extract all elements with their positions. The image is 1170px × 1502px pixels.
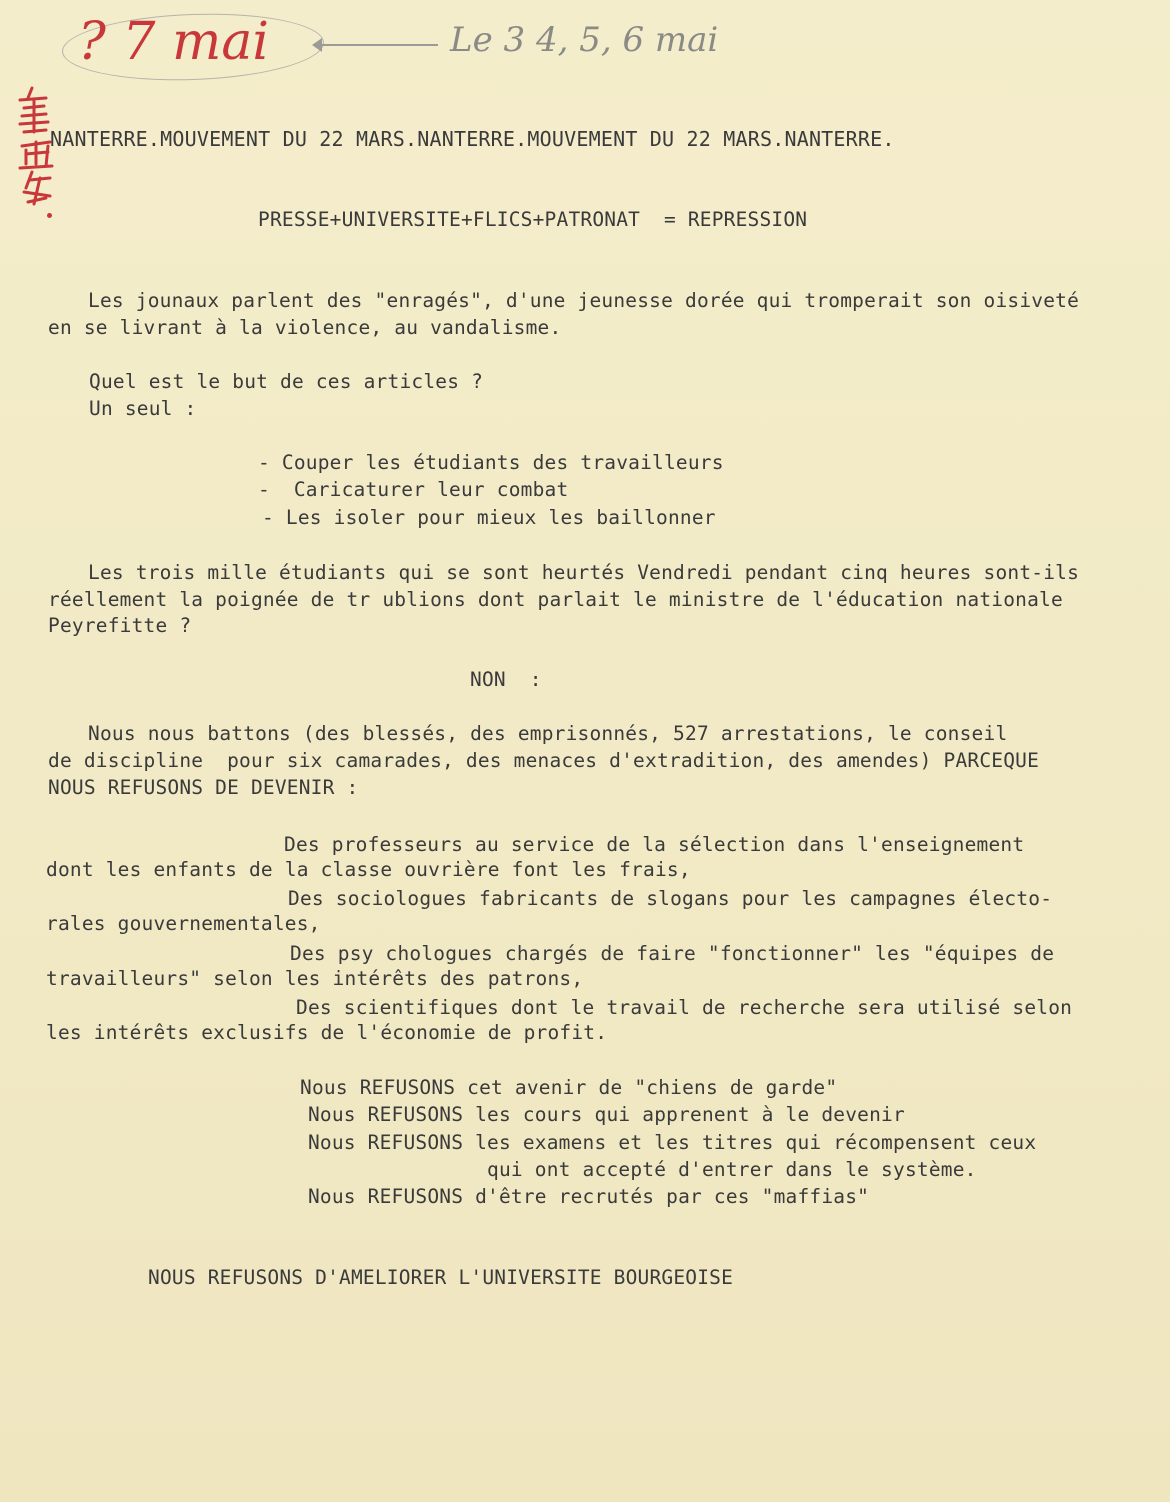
- question-line-2: Un seul :: [89, 397, 197, 420]
- list-item-continuation: rales gouvernementales,: [46, 912, 321, 935]
- aim-item: - Caricaturer leur combat: [258, 478, 569, 501]
- paragraph-3-line-2: de discipline pour six camarades, des menaces d'extradition, des amendes) PARCEQUE: [48, 749, 1040, 772]
- list-item-continuation: les intérêts exclusifs de l'économie de profit.: [46, 1021, 608, 1044]
- red-date-annotation: ? 7 mai: [78, 12, 269, 72]
- list-item-continuation: dont les enfants de la classe ouvrière font les frais,: [46, 858, 691, 881]
- paragraph-2-line-2: réellement la poignée de tr ublions dont parlait le ministre de l'éducation nationale: [48, 588, 1063, 611]
- refusal-line: Nous REFUSONS d'être recrutés par ces "maffias": [296, 1185, 870, 1208]
- refusal-line: qui ont accepté d'entrer dans le système.: [296, 1158, 977, 1181]
- refusal-line: Nous REFUSONS cet avenir de "chiens de garde": [300, 1076, 838, 1099]
- paragraph-1-line-2: en se livrant à la violence, au vandalisme.: [48, 316, 562, 339]
- non-answer: NON :: [470, 668, 542, 691]
- refusal-line: Nous REFUSONS les examens et les titres qui récompensent ceux: [296, 1131, 1037, 1154]
- aim-item: - Les isoler pour mieux les baillonner: [262, 506, 716, 529]
- refusal-line: Nous REFUSONS les cours qui apprenent à le devenir: [296, 1103, 905, 1126]
- paragraph-3-line-3: NOUS REFUSONS DE DEVENIR :: [48, 776, 359, 799]
- list-item-first-line: Des sociologues fabricants de slogans pour les campagnes électo-: [288, 887, 1053, 910]
- aim-item: - Couper les étudiants des travailleurs: [258, 451, 724, 474]
- closing-line: NOUS REFUSONS D'AMELIORER L'UNIVERSITE BOURGEOISE: [148, 1266, 734, 1289]
- list-item-first-line: Des psy chologues chargés de faire "fonctionner" les "équipes de: [290, 942, 1055, 965]
- pencil-date-note: Le 3 4, 5, 6 mai: [450, 20, 719, 60]
- paragraph-2-line-1: Les trois mille étudiants qui se sont heurtés Vendredi pendant cinq heures sont-ils: [88, 561, 1080, 584]
- list-item-first-line: Des scientifiques dont le travail de recherche sera utilisé selon: [296, 996, 1073, 1019]
- list-item-continuation: travailleurs" selon les intérêts des patrons,: [46, 967, 584, 990]
- subtitle-line: PRESSE+UNIVERSITE+FLICS+PATRONAT = REPRESSION: [258, 208, 808, 231]
- paragraph-3-line-1: Nous nous battons (des blessés, des emprisonnés, 527 arrestations, le conseil: [88, 722, 1008, 745]
- paragraph-1-line-1: Les jounaux parlent des "enragés", d'une jeunesse dorée qui tromperait son oisiveté: [88, 289, 1080, 312]
- paragraph-2-line-3: Peyrefitte ?: [48, 614, 192, 637]
- red-dot-mark: [47, 213, 52, 218]
- list-item-first-line: Des professeurs au service de la sélection dans l'enseignement: [284, 833, 1025, 856]
- pencil-arrow-icon: [318, 44, 438, 46]
- question-line-1: Quel est le but de ces articles ?: [89, 370, 484, 393]
- header-line: NANTERRE.MOUVEMENT DU 22 MARS.NANTERRE.MOUVEMENT DU 22 MARS.NANTERRE.: [50, 127, 895, 151]
